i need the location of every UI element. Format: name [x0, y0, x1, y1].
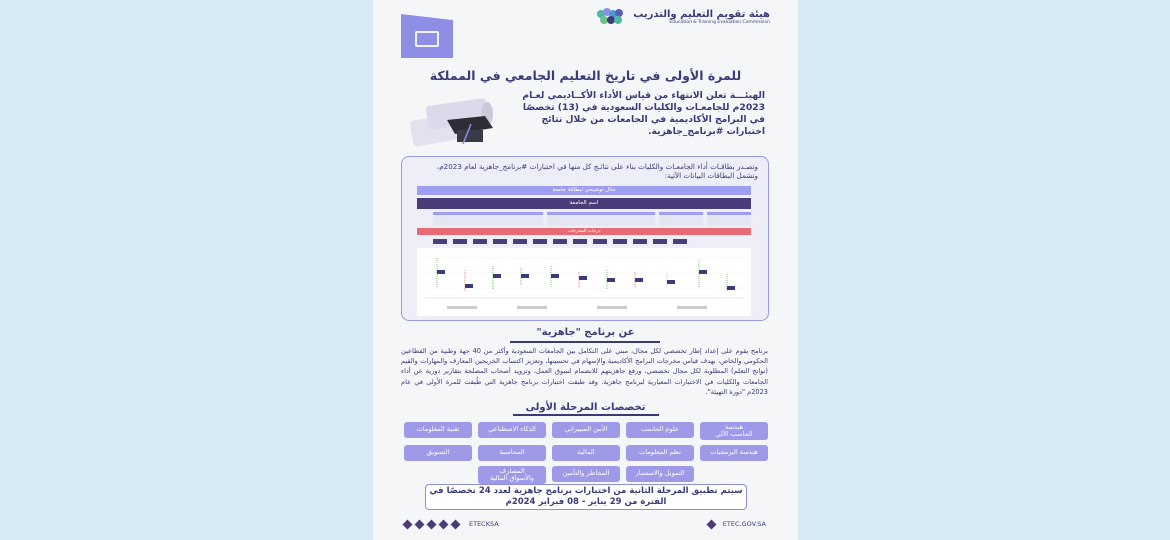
specialty-pill: التسويق: [404, 445, 472, 461]
specialties-grid: [403, 422, 768, 484]
snapchat-icon[interactable]: [427, 519, 437, 529]
results-bar: درجات المخرجات: [417, 228, 751, 235]
specialty-pill: المخاطر والتأمين: [552, 466, 620, 482]
specialty-pill: علوم الحاسب: [626, 422, 694, 438]
sample-results-chart: [417, 248, 751, 316]
monitor-icon: [415, 31, 439, 47]
phase-two-note: سيتم تطبيق المرحلة الثانية من اختبارات برنامج جاهزية لعدد 24 تخصصًا في الفترة من 29 يناير - 08 فبراير 2024م: [425, 484, 747, 510]
chip: [673, 239, 687, 244]
specialties-divider: [513, 414, 659, 416]
instagram-icon[interactable]: [415, 519, 425, 529]
social-handles: [403, 520, 499, 528]
chip: [613, 239, 627, 244]
specialties-heading: تخصصات المرحلة الأولى: [525, 402, 646, 413]
about-divider: [510, 341, 660, 343]
chip: [633, 239, 647, 244]
card-sample-description: وتصـدر بطاقـات أداء الجامعـات والكليات بناء على نتائـج كل منها في اختبارات #برنامج_جاهزية لعام 2023م، وتشمل البطاقات البيانات الآتية:: [436, 162, 758, 181]
linkedin-icon[interactable]: [439, 519, 449, 529]
specialty-pill: المصارف والأسواق المالية: [478, 466, 546, 484]
chip: [493, 239, 507, 244]
stats-row: [417, 212, 751, 226]
specialty-pill: الذكاء الاصطناعي: [478, 422, 546, 438]
stat-cell: [659, 212, 703, 226]
specialty-pill: المحاسبة: [478, 445, 546, 461]
specialty-pill: تقنية المعلومات: [404, 422, 472, 438]
graduation-cap-icon: [401, 98, 499, 148]
website-link[interactable]: [707, 520, 766, 528]
chip: [593, 239, 607, 244]
infographic-card: [373, 0, 798, 540]
about-heading: عن برنامج "جاهزية": [536, 327, 635, 338]
specialty-chips: [433, 239, 733, 244]
specialty-pill: هندسة الحاسب الآلي: [700, 422, 768, 440]
specialty-pill: نظم المعلومات: [626, 445, 694, 461]
specialty-pill: الأمن السيبراني: [552, 422, 620, 438]
university-name-bar: اسم الجامعة: [417, 198, 751, 209]
chip: [553, 239, 567, 244]
chip: [433, 239, 447, 244]
page-title: للمرة الأولى في تاريخ التعليم الجامعي في المملكة: [429, 68, 742, 83]
social-handle[interactable]: ETECKSA: [469, 520, 499, 528]
stat-cell: [707, 212, 751, 226]
chip: [573, 239, 587, 244]
org-name-en: Education & Training Evaluation Commission: [669, 20, 770, 25]
intro-text: الهيئـــة تعلن الانتهاء من قياس الأداء الأكــاديمي لعـام 2023م للجامعـات والكليات السعودية في (13) تخصصًا في البرامج الأكاديمية في الجامعات من خلال نتائج اختبارات #برنامج_جاهزية.: [522, 90, 765, 137]
etec-logo: [593, 8, 770, 26]
stat-cell: [433, 212, 543, 226]
website-url[interactable]: ETEC.GOV.SA: [722, 520, 766, 528]
example-card-label: مثال توضيحي لبطاقة جامعة: [417, 186, 751, 195]
banner-flag: [401, 14, 453, 58]
specialty-pill: المالية: [552, 445, 620, 461]
chip: [513, 239, 527, 244]
org-name-ar: هيئة تقويم التعليم والتدريب: [633, 9, 770, 20]
chip: [473, 239, 487, 244]
chip: [653, 239, 667, 244]
specialty-pill: التمويل والاستثمار: [626, 466, 694, 482]
about-text: برنامج يقوم على إعداد إطار تخصصي لكل مجال، مبني على التكامل بين الجامعات السعودية وأكثر من 40 جهة وطنية من القطاعين الحكومي والخاص، بهدف قياس مخرجات البرامج الأكاديمية والإسهام في تحسينها، وتعزيز اكتساب الخريجين المعارف والمهارات والقيم (نواتج التعلم) المطلوبة لكل مجال تخصصي، ورفع جاهزيتهم للانضمام لسوق العمل، وتزويد أصحاب المصلحة بتقارير دورية عن أداء الجامعات والكليات في الاختبارات المعيارية لبرنامج جاهزية. وقد طبقت اختبارات برنامج جاهزية التي طُبقت للمرة الأولى في عام 2023م "دورة التهيئة".: [401, 347, 768, 396]
youtube-icon[interactable]: [403, 519, 413, 529]
globe-icon: [706, 519, 716, 529]
grid-spacer: [700, 466, 768, 484]
stat-cell: [547, 212, 655, 226]
specialty-pill: هندسة البرمجيات: [700, 445, 768, 461]
chip: [453, 239, 467, 244]
x-icon[interactable]: [451, 519, 461, 529]
logo-mark-icon: [593, 8, 627, 26]
chip: [533, 239, 547, 244]
